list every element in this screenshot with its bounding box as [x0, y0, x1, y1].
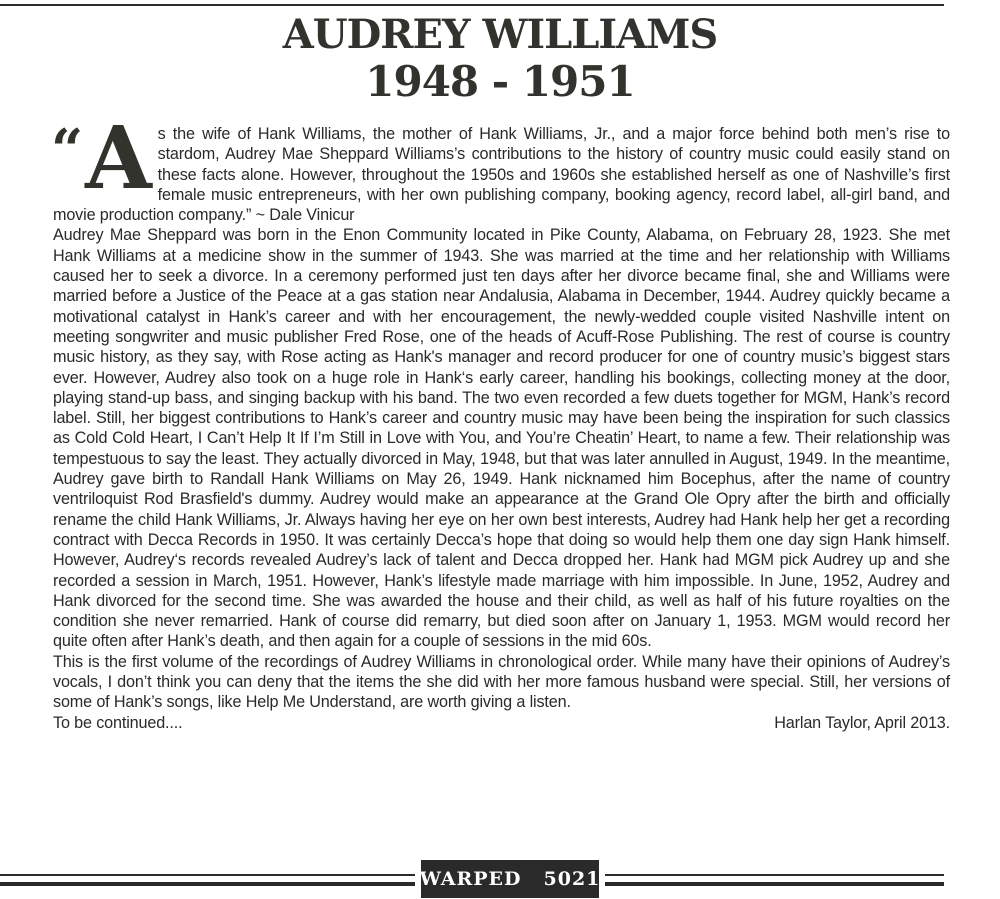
footer-label: WARPED [419, 868, 522, 890]
article [51, 108, 950, 733]
signature: Harlan Taylor, April 2013. [774, 713, 950, 732]
intro-text: s the wife of Hank Williams, the mother of Hank Williams, Jr., and a major force behind both men’s rise to stardom, Audrey Mae Sheppard Williams’s contributions to the history of country music could easily stand on these facts alone. However, throughout the 1950s and 1960s she established herself as one of Nashville’s first female music entrepreneurs, with her own publishing company, booking agency, record label, all-girl band, and movie production company.” ~ Dale Vinicur [53, 125, 950, 225]
page-title: AUDREY WILLIAMS [282, 11, 718, 58]
drop-cap: A [85, 108, 152, 209]
footer-badge [421, 860, 599, 898]
page-subtitle-years: 1948 - 1951 [365, 57, 635, 106]
footer-number: 5021 [543, 868, 601, 890]
volume-note-paragraph: This is the first volume of the recordings of Audrey Williams in chronological order. While many have their opinions of Audrey’s vocals, I don’t think you can deny that the items the she did with her more famous husband were special. Still, her versions of some of Hank’s songs, like Help Me Understand, are worth giving a listen. [53, 652, 950, 712]
body-paragraph: Audrey Mae Sheppard was born in the Enon Community located in Pike County, Alabama, on February 28, 1923. She met Hank Williams at a medicine show in the summer of 1943. She was married at the time and her relationship with Williams caused her to seek a divorce. In a ceremony performed just ten days after her divorce became final, she and Williams were married before a Justice of the Peace at a gas station near Andalusia, Alabama in December, 1944. Audrey quickly became a motivational catalyst in Hank’s career and with her encouragement, the newly-wedded couple visited Nashville intent on meeting songwriter and music publisher Fred Rose, one of the heads of Acuff-Rose Publishing. The rest of course is country music history, as they say, with Rose acting as Hank's manager and record producer for one of country music’s biggest stars ever. However, Audrey also took on a huge role in Hank‘s early career, handling his bookings, collecting money at the door, playing stand-up bass, and singing backup with his band. The two even recorded a few duets together for MGM, Hank’s record label. Still, her biggest contributions to Hank’s career and country music may have been being the inspiration for such classics as Cold Cold Heart, I Can’t Help It If I’m Still in Love with You, and You’re Cheatin’ Heart, to name a few. Their relationship was tempestuous to say the least. They actually divorced in May, 1948, but that was later annulled in August, 1949. In the meantime, Audrey gave birth to Randall Hank Williams on May 26, 1949. Hank nicknamed him Bocephus, after the name of country ventriloquist Rod Brasfield's dummy. Audrey would make an appearance at the Grand Ole Opry after the birth and officially rename the child Hank Williams, Jr. Always having her eye on her own best interests, Audrey had Hank help her get a recording contract with Decca Records in 1950. It was certainly Decca’s hope that doing so would help them one day sign Hank himself. However, Audrey‘s records revealed Audrey’s lack of talent and Decca dropped her. Hank had MGM pick Audrey up and she recorded a session in March, 1951. However, Hank’s lifestyle made marriage with him impossible. In June, 1952, Audrey and Hank divorced for the second time. She was awarded the house and their child, as well as half of his future royalties on the condition she never remarried. Hank of course did remarry, but died soon after on January 1, 1953. MGM would record her quite often after Hank’s death, and then again for a couple of sessions in the mid 60s. [53, 226, 950, 651]
to-be-continued: To be continued.... [53, 713, 183, 732]
open-quote-mark: “ [51, 117, 84, 183]
closing-line [53, 713, 950, 733]
top-rule [0, 4, 944, 6]
intro-paragraph [51, 108, 950, 225]
